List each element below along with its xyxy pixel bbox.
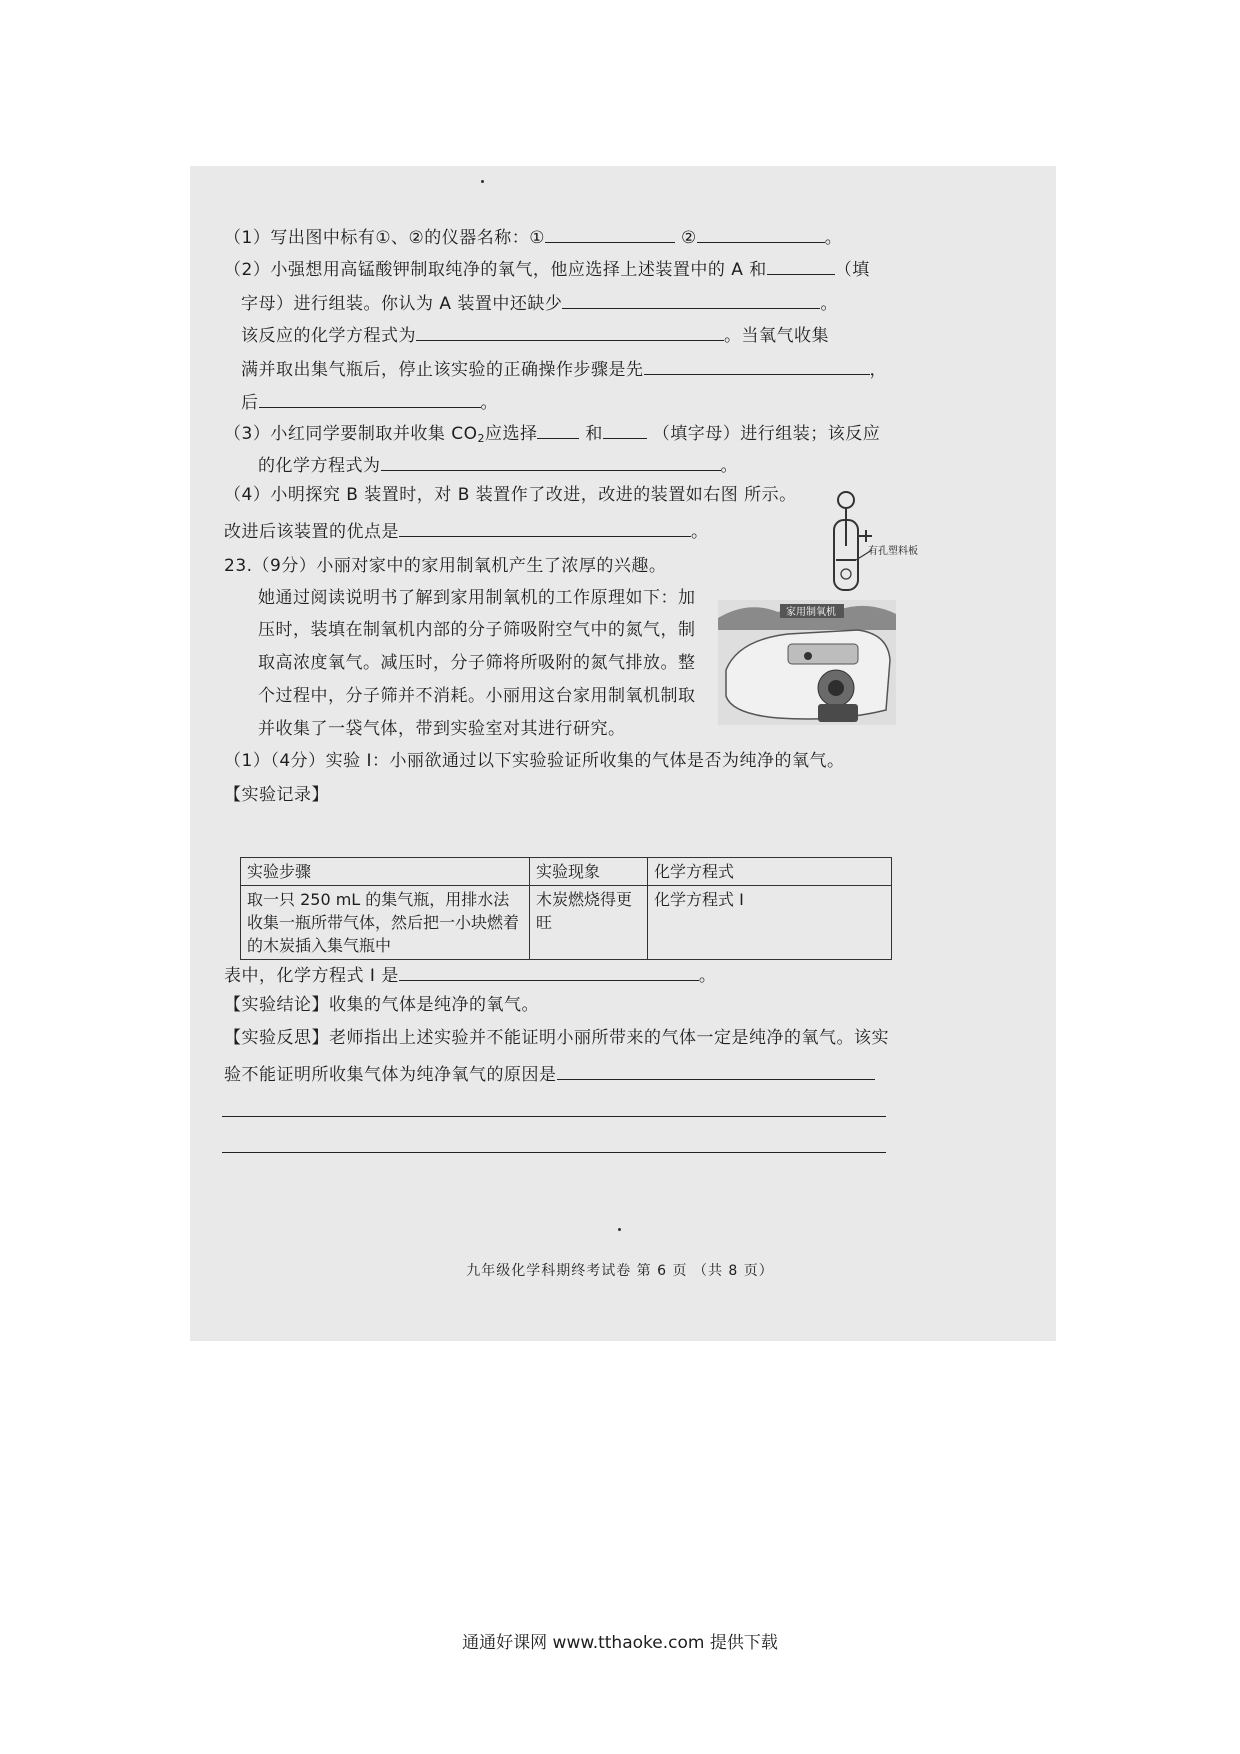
answer-blank	[603, 420, 647, 439]
q23-heading: 23.（9分）小丽对家中的家用制氧机产生了浓厚的兴趣。	[224, 556, 667, 576]
q23-text-line: 她通过阅读说明书了解到家用制氧机的工作原理如下：加	[258, 588, 696, 608]
q22-part4b: 改进后该装置的优点是 。	[224, 518, 709, 543]
experiment-record-title: 【实验记录】	[224, 785, 329, 805]
answer-blank	[767, 256, 835, 275]
answer-blank	[644, 356, 870, 375]
q22-part1: （1）写出图中标有①、②的仪器名称：① ② 。	[224, 224, 842, 249]
answer-blank	[399, 518, 691, 537]
improved-b-apparatus-figure	[828, 490, 958, 600]
answer-blank	[545, 224, 675, 243]
q22-part2a: （2）小强想用高锰酸钾制取纯净的氧气，他应选择上述装置中的 A 和 （填	[224, 256, 870, 281]
scan-speck	[481, 180, 484, 183]
answer-blank	[562, 290, 820, 309]
table-header: 实验现象	[530, 858, 648, 886]
q23-part1: （1）（4分）实验 I：小丽欲通过以下实验验证所收集的气体是否为纯净的氧气。	[224, 751, 845, 771]
answer-line	[222, 1152, 886, 1153]
answer-blank	[416, 322, 724, 341]
oxygen-generator-photo	[718, 600, 896, 725]
table-row	[241, 886, 892, 960]
answer-line	[222, 1116, 886, 1117]
q22-part2c: 该反应的化学方程式为 。当氧气收集	[241, 322, 829, 347]
oxygen-generator-icon	[718, 600, 896, 725]
experiment-reflection-prompt: 验不能证明所收集气体为纯净氧气的原因是	[224, 1061, 875, 1086]
answer-blank	[557, 1061, 875, 1080]
table-header: 实验步骤	[241, 858, 530, 886]
table-cell: 取一只 250 mL 的集气瓶，用排水法收集一瓶所带气体，然后把一小块燃着的木炭插入集气瓶中	[241, 886, 530, 960]
answer-blank	[537, 420, 579, 439]
q22-part2d: 满并取出集气瓶后，停止该实验的正确操作步骤是先 ，	[241, 356, 887, 381]
answer-blank	[381, 452, 721, 471]
answer-blank	[697, 224, 825, 243]
q22-part4a: （4）小明探究 B 装置时，对 B 装置作了改进，改进的装置如右图 所示。	[224, 485, 797, 505]
answer-blank	[399, 962, 699, 981]
page-footer: 九年级化学科期终考试卷 第 6 页 （共 8 页）	[466, 1263, 774, 1279]
q23-text-line: 压时，装填在制氧机内部的分子筛吸附空气中的氮气，制	[258, 620, 696, 640]
table-cell: 化学方程式 I	[648, 886, 892, 960]
experiment-reflection: 【实验反思】老师指出上述实验并不能证明小丽所带来的气体一定是纯净的氧气。该实	[224, 1028, 889, 1048]
table-header: 化学方程式	[648, 858, 892, 886]
q23-text-line: 取高浓度氧气。减压时，分子筛将所吸附的氮气排放。整	[258, 653, 696, 673]
answer-blank	[259, 389, 481, 408]
q23-text-line: 并收集了一袋气体，带到实验室对其进行研究。	[258, 719, 626, 739]
q22-part3b: 的化学方程式为 。	[258, 452, 738, 477]
svg-text:有孔塑料板: 有孔塑料板	[868, 546, 918, 557]
svg-text:家用制氧机: 家用制氧机	[786, 607, 836, 618]
q22-part2b: 字母）进行组装。你认为 A 装置中还缺少 。	[241, 290, 838, 315]
experiment-conclusion: 【实验结论】收集的气体是纯净的氧气。	[224, 995, 539, 1015]
q22-part3a: （3）小红同学要制取并收集 $CO_2$应选择 和 （填字母）进行组装；该反应	[224, 420, 880, 450]
scan-speck	[618, 1228, 621, 1231]
equation-line: 表中，化学方程式 I 是 。	[224, 962, 716, 987]
test-tube-apparatus-icon	[828, 490, 958, 600]
q23-text-line: 个过程中，分子筛并不消耗。小丽用这台家用制氧机制取	[258, 686, 696, 706]
table-cell: 木炭燃烧得更旺	[530, 886, 648, 960]
experiment-record-table	[240, 857, 892, 960]
q22-part2e: 后 。	[241, 389, 498, 414]
source-credit: 通通好课网 www.tthaoke.com 提供下载	[462, 1633, 778, 1653]
table-header-row	[241, 858, 892, 886]
